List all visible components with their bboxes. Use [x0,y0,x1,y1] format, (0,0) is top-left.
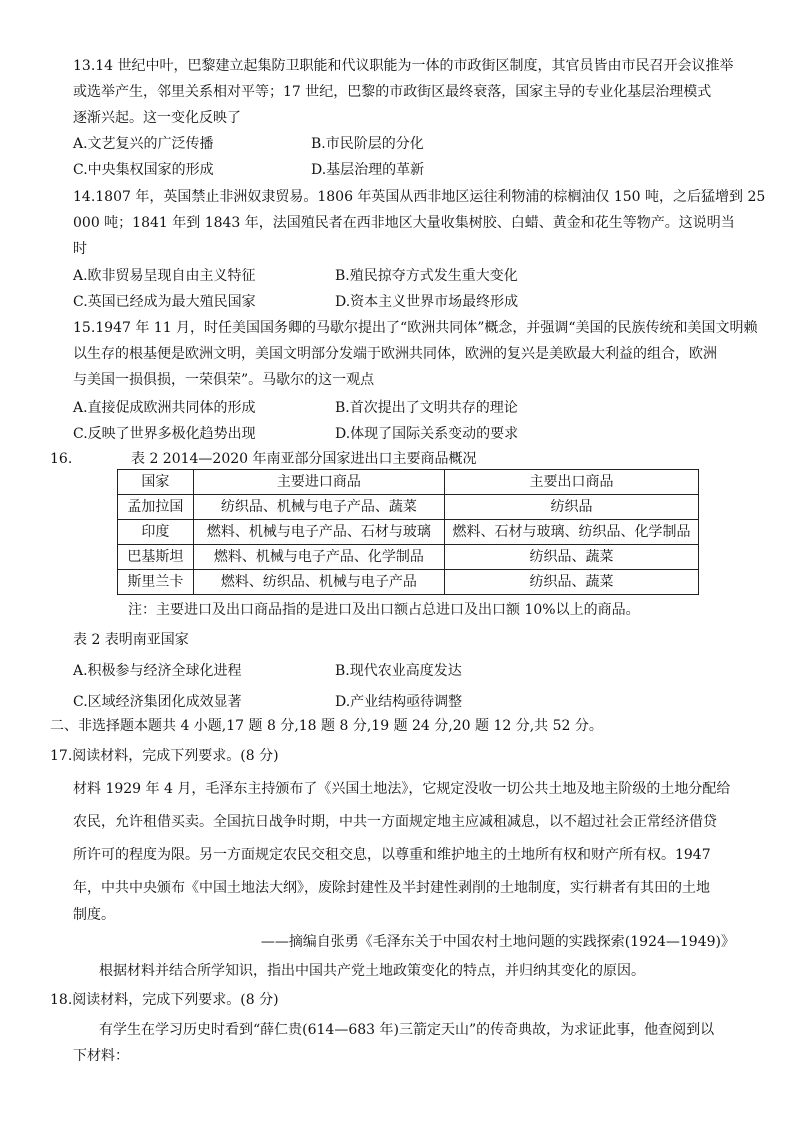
q14-stem-line-3: 时 [73,241,87,257]
q14-stem-line-1: 14.1807 年，英国禁止非洲奴隶贸易。1806 年英国从西非地区运往利物浦的棕榈油仅 150 吨，之后猛增到 25 [73,189,766,205]
q15-stem-line-2: 以生存的根基便是欧洲文明，美国文明部分发端于欧洲共同体，欧洲的复兴是美欧最大利益的组合，欧洲 [73,346,717,362]
q16-stem: 表 2 表明南亚国家 [73,632,189,648]
exports-cell: 纺织品、蔬菜 [444,570,698,595]
table-row [118,545,699,570]
q17-task: 根据材料并结合所学知识，指出中国共产党土地政策变化的特点，并归纳其变化的原因。 [99,963,645,979]
table-header-row [118,470,699,495]
q18-title: 18.阅读材料，完成下列要求。(8 分) [50,992,279,1008]
country-cell: 孟加拉国 [118,495,194,520]
q18-material-line-1: 有学生在学习历史时看到“薛仁贵(614—683 年)三箭定天山”的传奇典故，为求证此事，他查阅到以 [99,1022,715,1038]
q18-material-line-2: 下材料： [73,1048,129,1064]
q17-material-line-2: 农民，允许租借买卖。全国抗日战争时期，中共一方面规定地主应减租减息，以不超过社会正常经济借贷 [73,814,717,830]
country-cell: 斯里兰卡 [118,570,194,595]
q17-material-line-5: 制度。 [73,907,115,923]
header-country: 国家 [118,470,194,495]
q13-option-d: D.基层治理的革新 [311,162,425,178]
exports-cell: 纺织品 [444,495,698,520]
q16-option-d: D.产业结构亟待调整 [335,694,463,710]
header-imports: 主要进口商品 [193,470,444,495]
q15-option-b: B.首次提出了文明共存的理论 [335,400,518,416]
imports-cell: 燃料、机械与电子产品、化学制品 [193,545,444,570]
table-row [118,495,699,520]
q14-option-d: D.资本主义世界市场最终形成 [335,294,519,310]
q13-option-c: C.中央集权国家的形成 [73,162,214,178]
q17-material-line-4: 年，中共中央颁布《中国土地法大纲》，废除封建性及半封建性剥削的土地制度，实行耕者有其田的土地 [73,880,710,896]
q16-number: 16. [50,451,73,467]
q17-title: 17.阅读材料，完成下列要求。(8 分) [50,748,279,764]
exports-cell: 纺织品、蔬菜 [444,545,698,570]
q14-option-a: A.欧非贸易呈现自由主义特征 [73,268,256,284]
q16-option-a: A.积极参与经济全球化进程 [73,663,242,679]
q13-stem-line-3: 逐渐兴起。这一变化反映了 [73,110,241,126]
q17-material-line-1: 材料 1929 年 4 月，毛泽东主持颁布了《兴国土地法》，它规定没收一切公共土地及地主阶级的土地分配给 [73,781,731,797]
q13-option-a: A.文艺复兴的广泛传播 [73,136,214,152]
goods-table [117,469,699,595]
imports-cell: 燃料、机械与电子产品、石材与玻璃 [193,520,444,545]
section-two-heading: 二、非选择题本题共 4 小题,17 题 8 分,18 题 8 分,19 题 24 分,20 题 12 分,共 52 分。 [50,718,603,734]
country-cell: 印度 [118,520,194,545]
q14-option-c: C.英国已经成为最大殖民国家 [73,294,256,310]
table-note: 注：主要进口及出口商品指的是进口及出口额占总进口及出口额 10%以上的商品。 [128,602,640,618]
exports-cell: 燃料、石材与玻璃、纺织品、化学制品 [444,520,698,545]
q13-stem-line-1: 13.14 世纪中叶，巴黎建立起集防卫职能和代议职能为一体的市政街区制度，其官员皆由市民召开会议推举 [73,58,734,74]
q16-option-c: C.区域经济集团化成效显著 [73,694,242,710]
q16-option-b: B.现代农业高度发达 [335,663,462,679]
q14-stem-line-2: 000 吨；1841 年到 1843 年，法国殖民者在西非地区大量收集树胶、白蜡、黄金和花生等物产。这说明当 [73,215,735,231]
q13-stem-line-2: 或选举产生，邻里关系相对平等；17 世纪，巴黎的市政街区最终衰落，国家主导的专业化基层治理模式 [73,84,712,100]
q15-option-c: C.反映了世界多极化趋势出现 [73,426,256,442]
table-title: 表 2 2014—2020 年南亚部分国家进出口主要商品概况 [131,451,477,467]
q15-stem-line-1: 15.1947 年 11 月，时任美国国务卿的马歇尔提出了“欧洲共同体”概念，并强调“美国的民族传统和美国文明赖 [73,320,758,336]
header-exports: 主要出口商品 [444,470,698,495]
q15-option-a: A.直接促成欧洲共同体的形成 [73,400,256,416]
q17-material-line-3: 所许可的程度为限。另一方面规定农民交租交息，以尊重和维护地主的土地所有权和财产所有权。1947 [73,847,711,863]
q14-option-b: B.殖民掠夺方式发生重大变化 [335,268,518,284]
q17-source: ——摘编自张勇《毛泽东关于中国农村土地问题的实践探索(1924—1949)》 [260,934,735,950]
imports-cell: 纺织品、机械与电子产品、蔬菜 [193,495,444,520]
q13-option-b: B.市民阶层的分化 [311,136,424,152]
table-row [118,520,699,545]
q15-stem-line-3: 与美国一损俱损，一荣俱荣”。马歇尔的这一观点 [73,372,375,388]
q15-option-d: D.体现了国际关系变动的要求 [335,426,519,442]
country-cell: 巴基斯坦 [118,545,194,570]
table-row [118,570,699,595]
imports-cell: 燃料、纺织品、机械与电子产品 [193,570,444,595]
